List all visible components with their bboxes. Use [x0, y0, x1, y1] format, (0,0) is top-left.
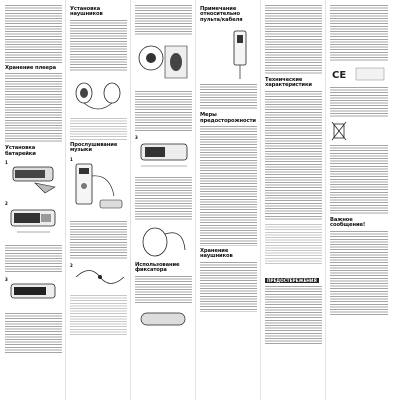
heading-listening: Прослушивание музыки [70, 141, 118, 154]
cable-figure [70, 262, 127, 292]
col3-text-2 [135, 177, 192, 221]
attention-banner: ПРЕДОСТЕРЕЖЕНИЯ [267, 277, 317, 283]
column-divider [260, 0, 261, 400]
player-figure [70, 156, 127, 218]
wear-figure [135, 38, 192, 88]
column-5 [265, 5, 322, 349]
warning-text [330, 231, 388, 317]
battery-figure-1 [5, 159, 62, 197]
col3-intro [135, 5, 192, 35]
headphones-notes [70, 118, 127, 140]
ce-mark [330, 64, 388, 84]
svg-text:2: 2 [70, 262, 73, 268]
heading-storage: Хранение плеера [5, 65, 56, 71]
clip-text [135, 276, 192, 304]
column-2 [70, 5, 127, 338]
battery-figure-2 [5, 200, 62, 242]
svg-text:1: 1 [5, 160, 8, 166]
svg-text:3: 3 [135, 135, 138, 140]
battery-figure-3 [5, 276, 62, 310]
ce-mark-icon [330, 64, 387, 84]
svg-text:1: 1 [70, 156, 73, 162]
cable-icon [135, 307, 192, 331]
column-4 [200, 5, 257, 315]
cable-icon [70, 262, 127, 292]
column-divider [65, 0, 66, 400]
col6-text-2 [330, 145, 388, 215]
svg-text:3: 3 [5, 277, 8, 283]
battery-icon [5, 159, 62, 197]
storage-text [5, 73, 62, 143]
column-3 [135, 5, 192, 334]
recycle-bin-icon [330, 120, 387, 142]
earbud-figure [70, 75, 127, 115]
remote-figure [200, 25, 257, 81]
rules-text [200, 126, 257, 246]
battery-text [5, 245, 62, 273]
heading-battery: Установка батарейки [5, 145, 36, 157]
attention-text [265, 286, 322, 346]
earbud-icon [135, 38, 192, 88]
wear-text [135, 91, 192, 131]
disposal-text [330, 87, 388, 117]
heading-remote: Примечание относительно пульта/кабеля [200, 6, 243, 23]
heading-rules: Меры предосторожности [200, 112, 256, 124]
intro-text [5, 5, 62, 63]
remote-text [200, 84, 257, 110]
recycle-figure [330, 120, 388, 142]
heading-headphones: Установка наушников [70, 6, 103, 18]
earbud-icon [70, 75, 127, 115]
player-icon [70, 156, 127, 218]
svg-text:2: 2 [5, 201, 8, 207]
player-figure-2 [135, 134, 192, 174]
battery-notes [5, 313, 62, 353]
column-divider [130, 0, 131, 400]
clip-figure-2 [135, 307, 192, 331]
heading-warning: Важное сообщение! [330, 217, 366, 229]
earbud-icon [135, 224, 192, 260]
player-icon [200, 25, 257, 81]
specs-notes [265, 224, 322, 264]
fold-edge [394, 0, 400, 400]
headphone-storage-text [200, 262, 257, 312]
battery-icon [5, 276, 62, 310]
player-icon [135, 134, 192, 174]
col5-intro [265, 5, 322, 75]
column-6 [330, 5, 388, 320]
col6-intro [330, 5, 388, 61]
heading-specs: Технические характеристики [265, 77, 312, 89]
specs-table [265, 91, 322, 221]
svg-text:CE: CE [332, 70, 347, 81]
listening-notes [70, 295, 127, 335]
headphones-text [70, 20, 127, 72]
listening-text [70, 221, 127, 259]
column-divider [195, 0, 196, 400]
heading-headphone-storage: Хранение наушников [200, 248, 233, 260]
heading-clip: Использование фиксатора [135, 262, 180, 274]
clip-figure [135, 224, 192, 260]
battery-icon [5, 200, 62, 242]
column-1 [5, 5, 62, 356]
column-divider [325, 0, 326, 400]
